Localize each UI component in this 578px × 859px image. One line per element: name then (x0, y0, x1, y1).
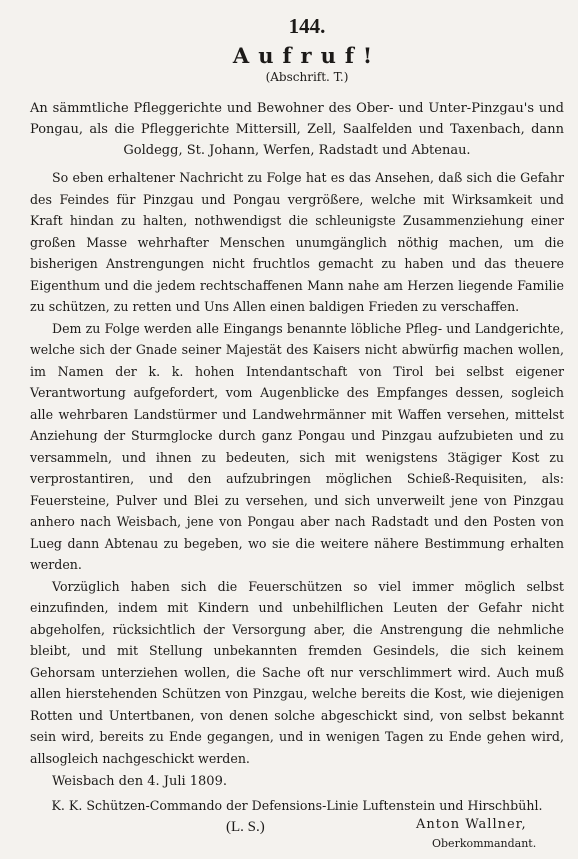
proclamation-body (30, 167, 564, 769)
paragraph: Vorzüglich haben sich die Feuerschützen so viel immer möglich selbst einzufinden, indem mit Kindern und unbehilflichen Leuten der Gefahr nicht abgeholfen, rücksichtlich der Versorgung aber, die Anstrengung die nehmliche bleibt, und mit Stellung unbekannten fremden Gesindels, die sich keinem Gehorsam unterziehen wollen, die Sache oft nur verschlimmert wird. Auch muß allen hierstehenden Schützen von Pinzgau, welche bereits die Kost, wie diejenigen Rotten und Untertbanen, von denen solche abgeschickt sind, von selbst bekannt sein wird, bereits zu Ende gegangen, und in wenigen Tagen zu Ende gehen wird, allsogleich nachgeschickt werden. (30, 578, 564, 766)
page-number: 144. (288, 14, 326, 38)
place-date-line: Weisbach den 4. Juli 1809. (52, 774, 227, 789)
command-line: K. K. Schützen-Commando der Defensions-Linie Luftenstein und Hirschbühl. (51, 798, 543, 813)
signer-rank: Oberkommandant. (432, 837, 537, 850)
addressee-block: An sämmtliche Pfleggerichte und Bewohner des Ober- und Unter-Pinzgau's und Pongau, als die Pfleggerichte Mittersill, Zell, Saalfelden und Taxenbach, dann Goldegg, St. Johann, Werfen, Radstadt und Abtenau. (30, 101, 564, 158)
signer-name: Anton Wallner, (416, 817, 527, 832)
seal-mark: (L. S.) (226, 819, 265, 835)
signature-block (30, 817, 564, 859)
paragraph: Dem zu Folge werden alle Eingangs benannte löbliche Pfleg- und Landgerichte, welche sich der Gnade seiner Majestät des Kaisers nicht abwürfig machen wollen, im Namen der k. k. hohen Intendantschaft von Tirol bei selbst eigener Verantwortung aufgefordert, vom Augenblicke des Empfanges dessen, sogleich alle wehrbaren Landstürmer und Landwehrmänner mit Waffen versehen, mittelst Anziehung der Sturmglocke durch ganz Pongau und Pinzgau aufzubieten und zu versammeln, und ihnen zu bedeuten, sich mit wenigstens 3tägiger Kost zu verprostantiren, und den aufzubringen möglichen Schieß-Requisiten, als: Feuersteine, Pulver und Blei zu versehen, und sich unverweilt jene von Pinzgau anhero nach Weisbach, jene von Pongau aber nach Radstadt und den Posten von Lueg dann Abtenau zu begeben, wo sie die weitere nähere Bestimmung erhalten werden. (30, 320, 564, 572)
paragraph: So eben erhaltener Nachricht zu Folge hat es das Ansehen, daß sich die Gefahr des Feindes für Pinzgau und Pongau vergrößere, welche mit Wirksamkeit und Kraft hindan zu halten, nothwendigst die schleunigste Zusammenziehung einer großen Masse wehrhafter Menschen unumgänglich nöthig machen, um die bisherigen Anstrengungen nicht fruchtlos gemacht zu haben und das theuere Eigenthum und die jedem rechtschaffenen Mann nahe am Herzen liegende Familie zu schützen, zu retten und Uns Allen einen baldigen Frieden zu verschaffen. (30, 170, 564, 314)
copy-note: (Abschrift. T.) (265, 70, 349, 84)
proclamation-title: Aufruf! (232, 43, 382, 68)
